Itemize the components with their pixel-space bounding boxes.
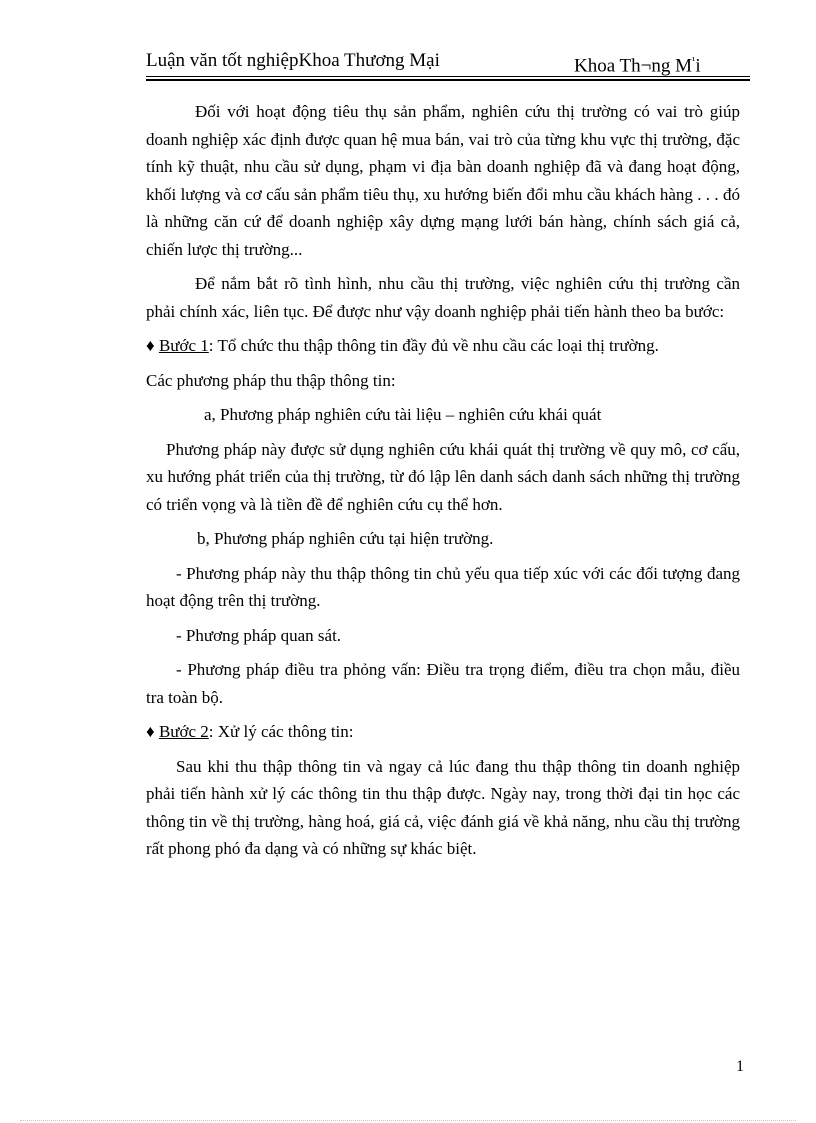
step-1-label: Bước 1 — [158, 336, 209, 355]
page-bottom-dotted-edge — [20, 1120, 796, 1122]
document-body — [146, 98, 740, 863]
step-2-text: : Xử lý các thông tin: — [208, 722, 354, 741]
methods-intro: Các phương pháp thu thập thông tin: — [146, 370, 396, 390]
method-b-item-3: - Phương pháp điều tra phỏng vấn: Điều tra trọng điểm, điều tra chọn mẫu, điều tra toàn bộ. — [146, 660, 740, 707]
step-1-heading — [146, 332, 740, 360]
step-2-heading — [146, 718, 740, 746]
method-b-heading: b, Phương pháp nghiên cứu tại hiện trường. — [197, 529, 494, 548]
step-2-label: Bước 2 — [158, 722, 209, 741]
header-right-superscript: ¹ — [692, 55, 696, 67]
paragraph-steps-intro: Để nắm bắt rõ tình hình, nhu cầu thị trường, việc nghiên cứu thị trường cần phải chính xác, liên tục. Để được như vậy doanh nghiệp phải tiến hành theo ba bước: — [146, 274, 740, 321]
step-1-text: : Tổ chức thu thập thông tin đầy đủ về nhu cầu các loại thị trường. — [208, 336, 659, 355]
header-rule-thin — [146, 76, 750, 77]
header-rule-thick — [146, 79, 750, 81]
diamond-bullet-icon: ♦ — [146, 722, 159, 741]
method-b-item-2: - Phương pháp quan sát. — [176, 625, 342, 645]
paragraph-intro: Đối với hoạt động tiêu thụ sản phẩm, nghiên cứu thị trường có vai trò giúp doanh nghiệp xác định được quan hệ mua bán, vai trò của từng khu vực thị trường, đặc tính kỹ thuật, nhu cầu sử dụng, phạm vi địa bàn doanh nghiệp đã và đang hoạt động, khối lượng và cơ cấu sản phẩm tiêu thụ, xu hướng biến đổi mhu cầu khách hàng . . . đó là những căn cứ để doanh nghiệp xây dựng mạng lưới bán hàng, chính sách giá cả, chiến lược thị trường... — [146, 102, 740, 259]
method-a-description: Phương pháp này được sử dụng nghiên cứu khái quát thị trường về quy mô, cơ cấu, xu hướng phát triển của thị trường, từ đó lập lên danh sách danh sách những thị trường có triển vọng và là tiền đề để nghiên cứu cụ thể hơn. — [146, 439, 740, 514]
header-left-title: Luận văn tốt nghiệpKhoa Thương Mại — [146, 50, 440, 71]
page-number: 1 — [736, 1058, 744, 1075]
paragraph-processing: Sau khi thu thập thông tin và ngay cả lúc đang thu thập thông tin doanh nghiệp phải tiến hành xử lý các thông tin thu thập được. Ngày nay, trong thời đại tin học các thông tin về thị trường, hàng hoá, giá cả, việc đánh giá về khả năng, nhu cầu thị trường rất phong phó đa dạng và có những sự khác biệt. — [146, 756, 740, 858]
diamond-bullet-icon: ♦ — [146, 336, 159, 355]
page-header — [146, 48, 750, 78]
method-a-heading: a, Phương pháp nghiên cứu tài liệu – nghiên cứu khái quát — [204, 405, 602, 424]
method-b-item-1: - Phương pháp này thu thập thông tin chủ yếu qua tiếp xúc với các đối tượng đang hoạt động trên thị trường. — [146, 563, 740, 610]
header-right-title: Khoa Th¬ng $M^{^1}i$ — [574, 55, 701, 77]
